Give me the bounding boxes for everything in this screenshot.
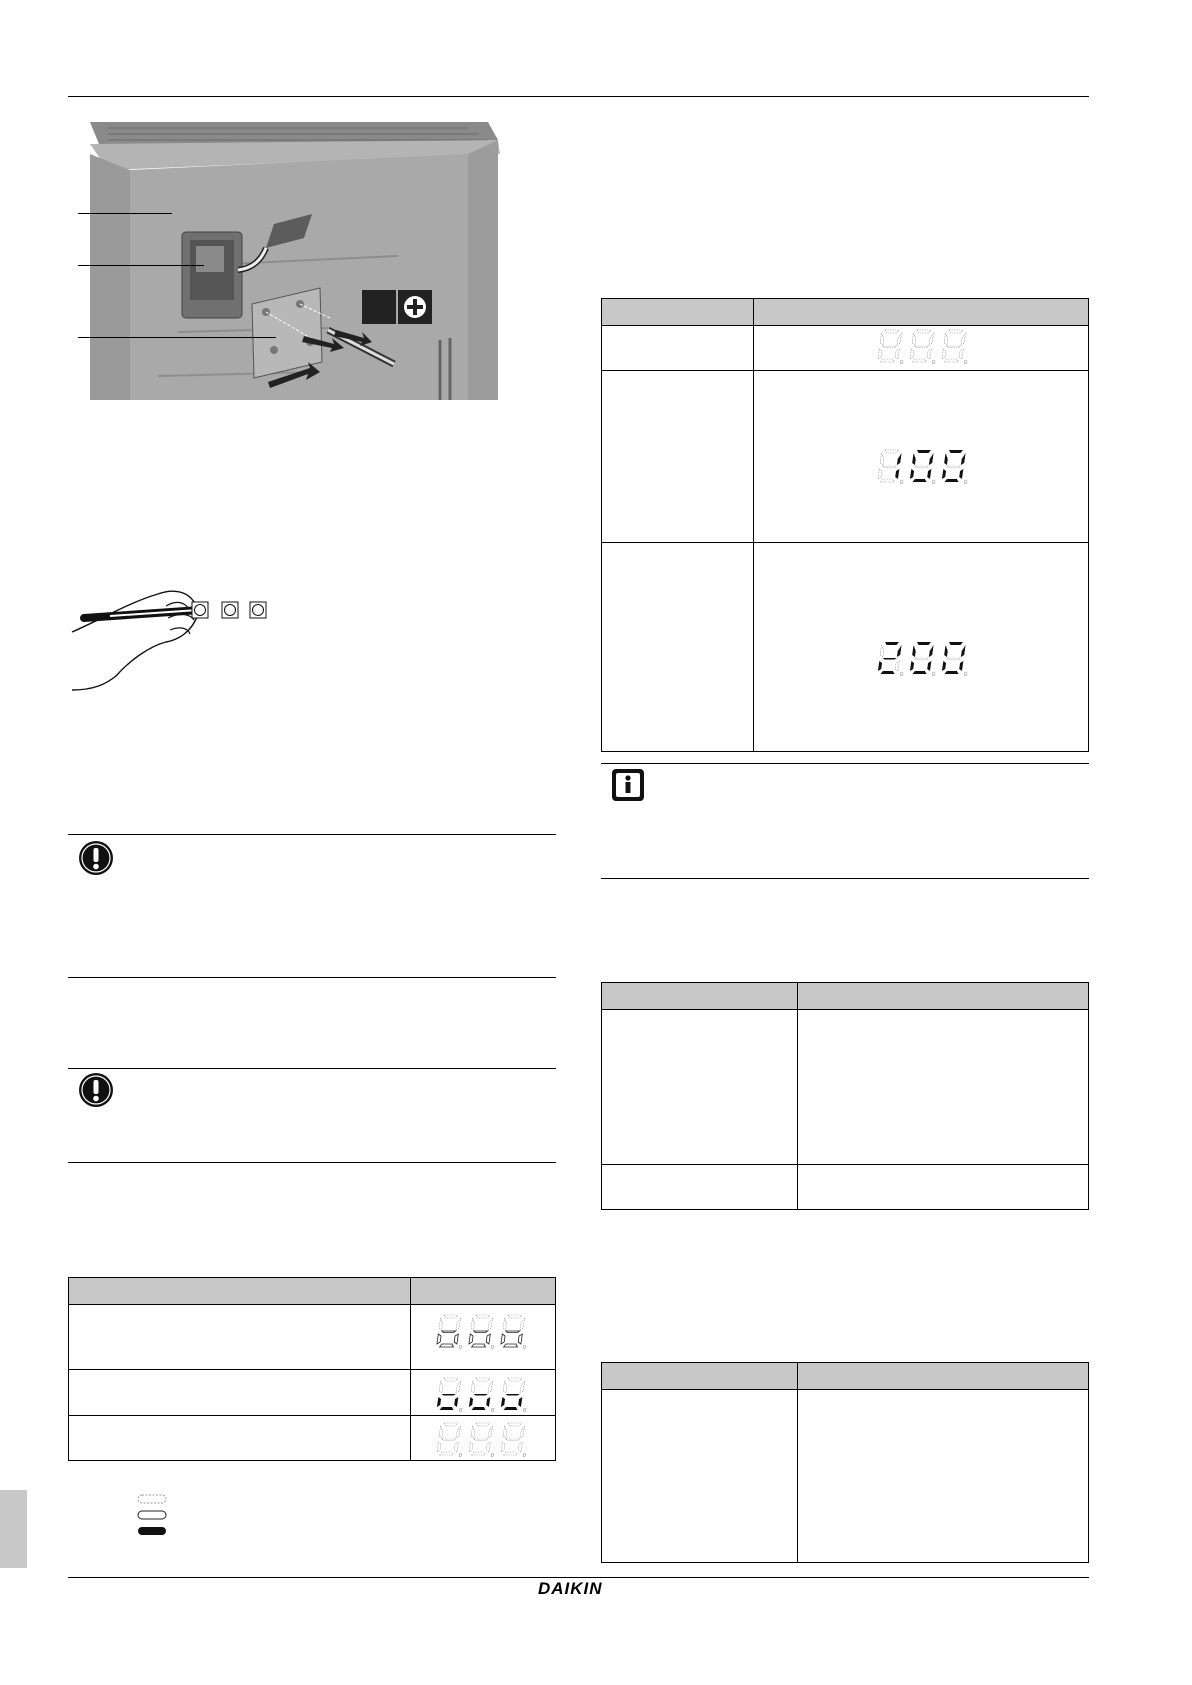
segment-f [944, 645, 949, 657]
segment-a [885, 642, 899, 645]
decimal-point [900, 361, 903, 364]
segment-a [917, 450, 931, 453]
segment-g [442, 1331, 456, 1333]
outdoor-unit-illustration [68, 118, 508, 400]
segment-c [454, 1334, 458, 1344]
segment-f [503, 1381, 508, 1393]
segment-f [880, 453, 885, 465]
segment-b [520, 1318, 525, 1330]
display-mode-1 [876, 447, 970, 487]
info-icon [611, 768, 645, 807]
segment-a [476, 1423, 490, 1426]
segment-f [944, 453, 949, 465]
segment-e [878, 349, 882, 359]
decimal-point [964, 481, 967, 484]
segment-g [506, 1439, 520, 1441]
decimal-point [932, 673, 935, 676]
segment-c [518, 1397, 522, 1407]
segment-e [501, 1334, 505, 1344]
table-header [69, 1278, 555, 1305]
segment-g [915, 346, 929, 348]
segment-d [913, 479, 927, 482]
segment-c [927, 661, 931, 671]
segment-e [437, 1334, 441, 1344]
settings-table-2 [601, 1362, 1089, 1563]
decimal-point [900, 673, 903, 676]
segment-f [912, 453, 917, 465]
segment-d [440, 1407, 454, 1410]
segment-b [897, 645, 902, 657]
segment-g [474, 1331, 488, 1333]
display-off [435, 1420, 529, 1460]
segment-a [508, 1315, 522, 1318]
segment-f [439, 1426, 444, 1438]
decimal-point [523, 1454, 526, 1457]
segment-f [503, 1318, 508, 1330]
notice-rule [68, 1068, 556, 1069]
segment-c [895, 349, 899, 359]
segment-d [440, 1344, 454, 1347]
segment-b [897, 333, 902, 345]
decimal-point [932, 481, 935, 484]
segment-g [883, 466, 897, 468]
decimal-point [491, 1409, 494, 1412]
segment-g [474, 1394, 488, 1396]
notice-rule [601, 878, 1089, 879]
table-header [602, 983, 1088, 1010]
exclamation-icon [78, 840, 114, 881]
notice-rule [68, 1162, 556, 1163]
exclamation-icon [78, 1072, 114, 1113]
segment-g [915, 658, 929, 660]
segment-c [486, 1334, 490, 1344]
notice-rule [68, 977, 556, 978]
segment-g [947, 346, 961, 348]
led-blinking-icon [137, 1510, 167, 1520]
segment-e [437, 1397, 441, 1407]
segment-g [883, 658, 897, 660]
segment-c [959, 349, 963, 359]
segment-c [927, 469, 931, 479]
header-rule [68, 96, 1089, 97]
segment-b [929, 333, 934, 345]
decimal-point [964, 673, 967, 676]
segment-c [959, 469, 963, 479]
led-off-icon [137, 1494, 167, 1504]
segment-b [961, 453, 966, 465]
decimal-point [900, 481, 903, 484]
segment-c [486, 1442, 490, 1452]
segment-f [944, 333, 949, 345]
display-blinking [435, 1312, 529, 1352]
table-header [602, 1363, 1088, 1390]
segment-b [488, 1381, 493, 1393]
segment-d [945, 359, 959, 362]
display-on [435, 1375, 529, 1415]
segment-g [947, 466, 961, 468]
segment-d [881, 359, 895, 362]
segment-d [472, 1344, 486, 1347]
segment-a [444, 1315, 458, 1318]
segment-g [883, 346, 897, 348]
segment-c [454, 1397, 458, 1407]
decimal-point [523, 1409, 526, 1412]
segment-b [456, 1318, 461, 1330]
segment-f [880, 333, 885, 345]
segment-c [518, 1442, 522, 1452]
segment-a [949, 642, 963, 645]
segment-f [912, 645, 917, 657]
segment-c [927, 349, 931, 359]
segment-b [488, 1318, 493, 1330]
segment-b [961, 333, 966, 345]
segment-e [942, 661, 946, 671]
segment-g [506, 1394, 520, 1396]
segment-d [881, 671, 895, 674]
segment-f [471, 1426, 476, 1438]
segment-e [878, 469, 882, 479]
segment-b [488, 1426, 493, 1438]
segment-f [471, 1381, 476, 1393]
table-header [602, 299, 1088, 326]
segment-a [476, 1378, 490, 1381]
segment-e [878, 661, 882, 671]
segment-d [504, 1452, 518, 1455]
segment-g [442, 1394, 456, 1396]
segment-d [440, 1452, 454, 1455]
segment-f [912, 333, 917, 345]
segment-b [456, 1381, 461, 1393]
decimal-point [964, 361, 967, 364]
segment-d [913, 671, 927, 674]
display-mode-table [601, 298, 1089, 752]
segment-e [469, 1334, 473, 1344]
segment-a [476, 1315, 490, 1318]
segment-a [949, 330, 963, 333]
segment-d [945, 479, 959, 482]
segment-e [469, 1397, 473, 1407]
segment-g [506, 1331, 520, 1333]
settings-table [601, 982, 1089, 1210]
segment-b [961, 645, 966, 657]
decimal-point [491, 1346, 494, 1349]
segment-e [910, 349, 914, 359]
callout-line-2 [78, 265, 204, 266]
segment-c [486, 1397, 490, 1407]
segment-e [910, 469, 914, 479]
segment-c [895, 661, 899, 671]
segment-e [910, 661, 914, 671]
segment-g [947, 658, 961, 660]
segment-c [454, 1442, 458, 1452]
segment-d [472, 1407, 486, 1410]
segment-b [897, 453, 902, 465]
segment-f [439, 1318, 444, 1330]
led-state-table [68, 1277, 556, 1461]
segment-c [895, 469, 899, 479]
segment-b [929, 645, 934, 657]
segment-a [444, 1378, 458, 1381]
segment-f [880, 645, 885, 657]
led-on-icon [137, 1526, 167, 1536]
segment-d [504, 1344, 518, 1347]
segment-d [472, 1452, 486, 1455]
segment-c [518, 1334, 522, 1344]
segment-e [437, 1442, 441, 1452]
display-mode-2 [876, 639, 970, 679]
footer-rule [68, 1577, 1089, 1578]
segment-e [942, 469, 946, 479]
segment-g [442, 1439, 456, 1441]
segment-e [469, 1442, 473, 1452]
daikin-logo: DAIKIN [538, 1579, 603, 1598]
segment-b [520, 1426, 525, 1438]
segment-b [520, 1381, 525, 1393]
segment-a [949, 450, 963, 453]
segment-a [885, 330, 899, 333]
segment-g [915, 466, 929, 468]
segment-a [508, 1378, 522, 1381]
decimal-point [459, 1454, 462, 1457]
segment-a [917, 642, 931, 645]
segment-e [501, 1442, 505, 1452]
segment-d [913, 359, 927, 362]
segment-a [885, 450, 899, 453]
decimal-point [932, 361, 935, 364]
decimal-point [491, 1454, 494, 1457]
notice-rule [601, 763, 1089, 764]
segment-a [917, 330, 931, 333]
segment-c [959, 661, 963, 671]
segment-d [504, 1407, 518, 1410]
segment-g [474, 1439, 488, 1441]
segment-a [444, 1423, 458, 1426]
segment-d [945, 671, 959, 674]
display-mode-0 [876, 327, 970, 367]
chapter-tab [0, 1490, 27, 1568]
notice-rule [68, 834, 556, 835]
segment-e [501, 1397, 505, 1407]
segment-e [942, 349, 946, 359]
segment-b [929, 453, 934, 465]
callout-line-1 [78, 213, 172, 214]
segment-a [508, 1423, 522, 1426]
segment-f [471, 1318, 476, 1330]
decimal-point [523, 1346, 526, 1349]
segment-b [456, 1426, 461, 1438]
segment-f [439, 1381, 444, 1393]
decimal-point [459, 1409, 462, 1412]
segment-d [881, 479, 895, 482]
press-button-illustration [70, 580, 280, 692]
callout-line-3 [78, 337, 276, 338]
segment-f [503, 1426, 508, 1438]
decimal-point [459, 1346, 462, 1349]
